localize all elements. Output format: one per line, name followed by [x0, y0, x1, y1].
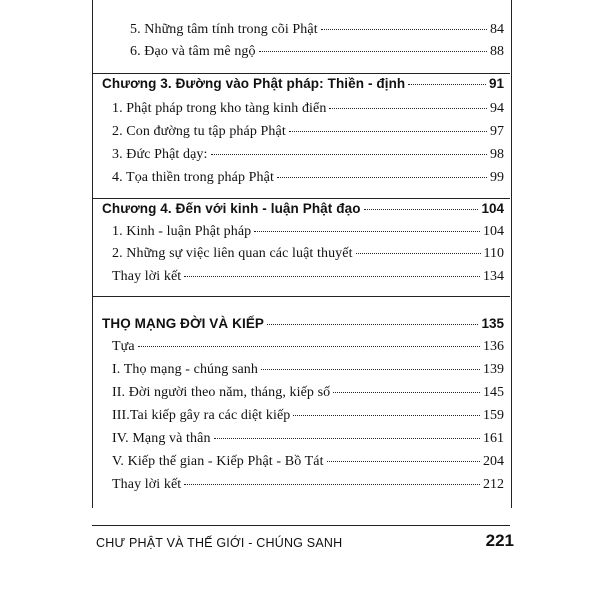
toc-entry	[112, 477, 504, 499]
chapter-title: Chương 3. Đường vào Phật pháp: Thiền - định	[102, 76, 406, 91]
section-divider	[92, 73, 510, 74]
dot-leader	[356, 253, 481, 254]
dot-leader	[184, 276, 480, 277]
toc-entry	[112, 147, 504, 169]
dot-leader	[138, 346, 480, 347]
dot-leader	[364, 209, 479, 210]
section-divider	[92, 198, 510, 199]
toc-entry	[112, 269, 504, 291]
chapter-page: 104	[481, 201, 504, 216]
toc-entry-title: 3. Đức Phật dạy:	[112, 147, 208, 162]
toc-entry-title: Tựa	[112, 339, 135, 354]
toc-entry-page: 212	[483, 477, 504, 492]
running-footer-title: CHƯ PHẬT VÀ THẾ GIỚI - CHÚNG SANH	[96, 536, 343, 550]
dot-leader	[184, 484, 480, 485]
toc-entry-title: 2. Những sự việc liên quan các luật thuyết	[112, 246, 353, 261]
dot-leader	[254, 231, 480, 232]
toc-entry-page: 98	[490, 147, 504, 162]
toc-entry	[112, 170, 504, 192]
toc-entry-page: 94	[490, 101, 504, 116]
toc-entry-page: 134	[483, 269, 504, 284]
toc-entry-title: 2. Con đường tu tập pháp Phật	[112, 124, 286, 139]
toc-entry	[112, 124, 504, 146]
toc-entry-title: 4. Tọa thiền trong pháp Phật	[112, 170, 274, 185]
toc-entry	[112, 339, 504, 361]
dot-leader	[293, 415, 480, 416]
toc-entry-page: 97	[490, 124, 504, 139]
toc-entry-title: Thay lời kết	[112, 477, 182, 492]
chapter-heading	[102, 76, 504, 98]
dot-leader	[214, 438, 480, 439]
toc-entry-title: 6. Đạo và tâm mê ngộ	[130, 44, 256, 59]
toc-entry	[130, 22, 504, 44]
toc-entry	[112, 431, 504, 453]
toc-entry-title: Thay lời kết	[112, 269, 182, 284]
toc-entry-page: 159	[483, 408, 504, 423]
dot-leader	[267, 324, 478, 325]
toc-entry-title: III.Tai kiếp gây ra các diệt kiếp	[112, 408, 291, 423]
section-divider	[92, 296, 510, 297]
toc-entry-page: 161	[483, 431, 504, 446]
toc-entry-title: II. Đời người theo năm, tháng, kiếp số	[112, 385, 331, 400]
toc-entry	[112, 408, 504, 430]
part-page: 135	[481, 316, 504, 331]
toc-entry-page: 204	[483, 454, 504, 469]
chapter-heading	[102, 201, 504, 223]
toc-entry	[112, 246, 504, 268]
toc-entry	[112, 224, 504, 246]
toc-entry	[112, 362, 504, 384]
toc-entry-title: IV. Mạng và thân	[112, 431, 211, 446]
dot-leader	[321, 29, 487, 30]
toc-entry-page: 99	[490, 170, 504, 185]
toc-entry-title: I. Thọ mạng - chúng sanh	[112, 362, 259, 377]
part-title: THỌ MẠNG ĐỜI VÀ KIẾP	[102, 316, 265, 331]
toc-entry-title: V. Kiếp thế gian - Kiếp Phật - Bồ Tát	[112, 454, 324, 469]
chapter-page: 91	[488, 76, 504, 91]
dot-leader	[408, 84, 486, 85]
toc-entry-title: 1. Phật pháp trong kho tàng kinh điển	[112, 101, 327, 116]
dot-leader	[289, 131, 487, 132]
dot-leader	[261, 369, 480, 370]
toc-entry-title: 5. Những tâm tính trong cõi Phật	[130, 22, 318, 37]
toc-entry	[112, 454, 504, 476]
dot-leader	[259, 51, 487, 52]
toc-entry	[112, 101, 504, 123]
toc-entry-page: 84	[490, 22, 504, 37]
toc-entry-page: 145	[483, 385, 504, 400]
toc-entry-page: 104	[483, 224, 504, 239]
chapter-title: Chương 4. Đến với kinh - luận Phật đạo	[102, 201, 361, 216]
page-number: 221	[485, 531, 514, 550]
dot-leader	[329, 108, 487, 109]
toc-entry-title: 1. Kinh - luận Phật pháp	[112, 224, 252, 239]
toc-entry-page: 88	[490, 44, 504, 59]
footer-divider	[92, 525, 510, 526]
toc-entry	[112, 385, 504, 407]
dot-leader	[211, 154, 487, 155]
dot-leader	[327, 461, 480, 462]
toc-entry	[130, 44, 504, 66]
toc-entry-page: 139	[483, 362, 504, 377]
toc-entry-page: 110	[483, 246, 504, 261]
part-heading	[102, 316, 504, 338]
toc-entry-page: 136	[483, 339, 504, 354]
dot-leader	[277, 177, 487, 178]
dot-leader	[333, 392, 480, 393]
